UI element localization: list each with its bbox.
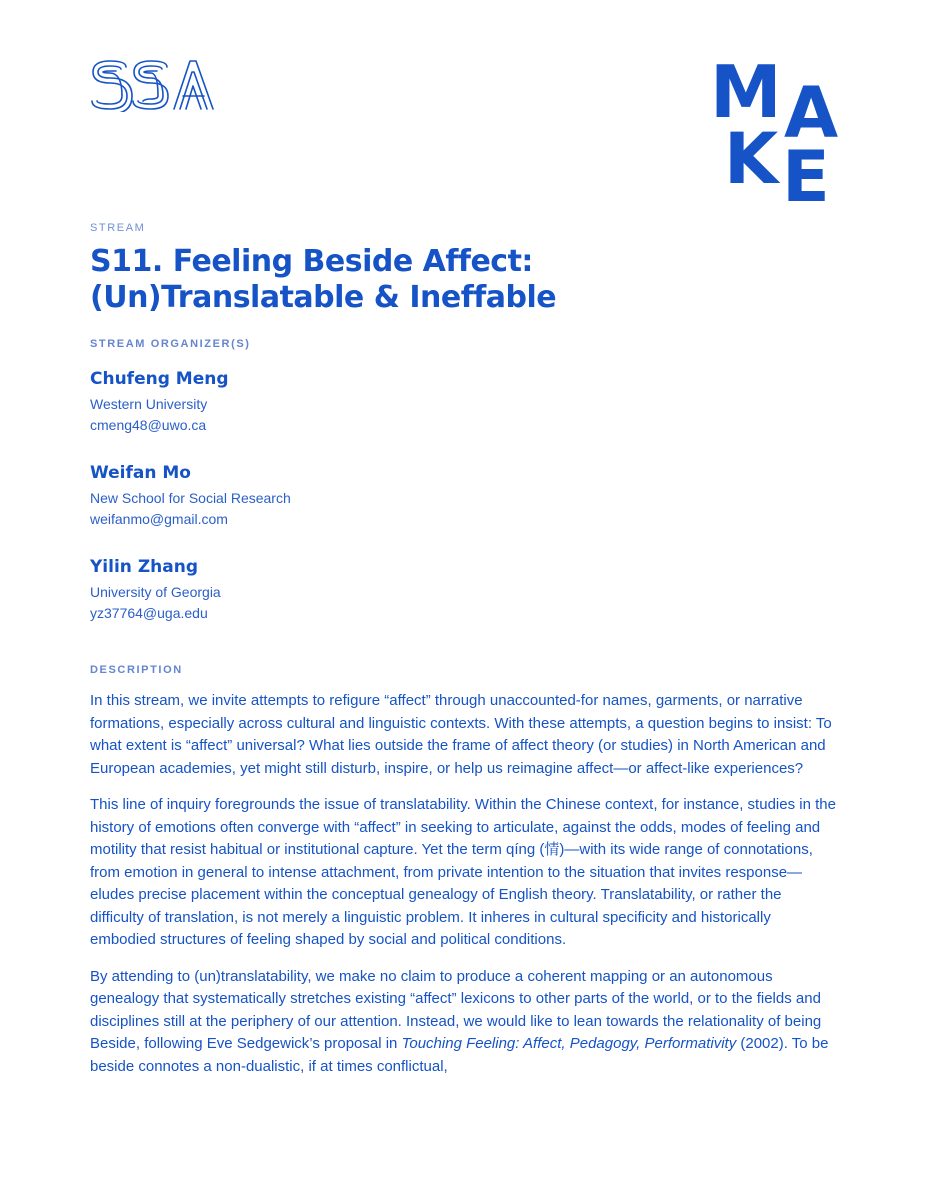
organizer-card [90,368,838,436]
organizer-affiliation: New School for Social Research [90,490,291,506]
title-line-2: (Un)Translatable & Ineffable [90,280,557,315]
organizer-email-link[interactable]: weifanmo@gmail.com [90,511,228,527]
page-title [90,244,838,316]
organizer-name: Weifan Mo [90,463,191,483]
organizer-email-link[interactable]: cmeng48@uwo.ca [90,417,207,433]
description-label: DESCRIPTION [90,664,183,676]
make-logo-letter-m: M [710,50,780,134]
stream-label: STREAM [90,222,146,234]
organizer-affiliation: Western University [90,396,208,412]
organizers-label: STREAM ORGANIZER(S) [90,338,251,350]
description-paragraph-1: In this stream, we invite attempts to refigure “affect” through unaccounted-for names, garments, or narrative formations, especially across cultural and linguistic contexts. With these attempts, a question begins to insist: To what extent is “affect” universal? What lies outside the frame of affect theory (or studies) in North American and European academies, yet might still disturb, inspire, or help us reimagine affect—or affect-like experiences? [90,692,832,777]
description-paragraph-2: This line of inquiry foregrounds the issue of translatability. Within the Chinese context, for instance, studies in the history of emotions often converge with “affect” in seeking to articulate, against the odds, modes of feeling and motility that resist habitual or institutional capture. Yet the term qíng (情)—with its wide range of connotations, from emotion in general to intense attachment, from private intention to the situation that invites response—eludes precise placement within the conceptual genealogy of English theory. Translatability, or rather the difficulty of translation, is not merely a linguistic problem. It inheres in cultural specificity and historically embodied structures of feeling shaped by social and political conditions. [90,796,836,948]
organizer-card [90,462,838,530]
organizer-email-link[interactable]: yz37764@uga.edu [90,605,208,621]
organizer-name: Yilin Zhang [90,557,198,577]
ssa-logo [90,58,216,112]
book-title: Touching Feeling: Affect, Pedagogy, Performativity [401,1035,737,1052]
page-content [90,222,838,1092]
organizer-card [90,556,838,624]
paragraph-3-text: By attending to (un)translatability, we make no claim to produce a coherent mapping or an autonomous genealogy that systematically stretches existing “affect” lexicons to other parts of the world, or to the fields and disciplines still at the periphery of our attention. Instead, we would like to lean towards the relationality of being Beside, following Eve Sedgewick’s proposal in [90,967,822,1052]
make-logo-letter-k: K [724,118,779,200]
make-logo-letter-e: E [782,136,830,218]
description-body [90,690,838,1078]
make-logo-letter-a: A [784,72,839,154]
organizer-name: Chufeng Meng [90,369,229,389]
make-logo [708,50,842,218]
paragraph-3-text-end: (2002). To be beside connotes a non-dualistic, if at times conflictual, [90,1035,829,1075]
description-paragraph-3 [90,966,838,1079]
organizer-affiliation: University of Georgia [90,584,221,600]
title-line-1: S11. Feeling Beside Affect: [90,244,533,279]
